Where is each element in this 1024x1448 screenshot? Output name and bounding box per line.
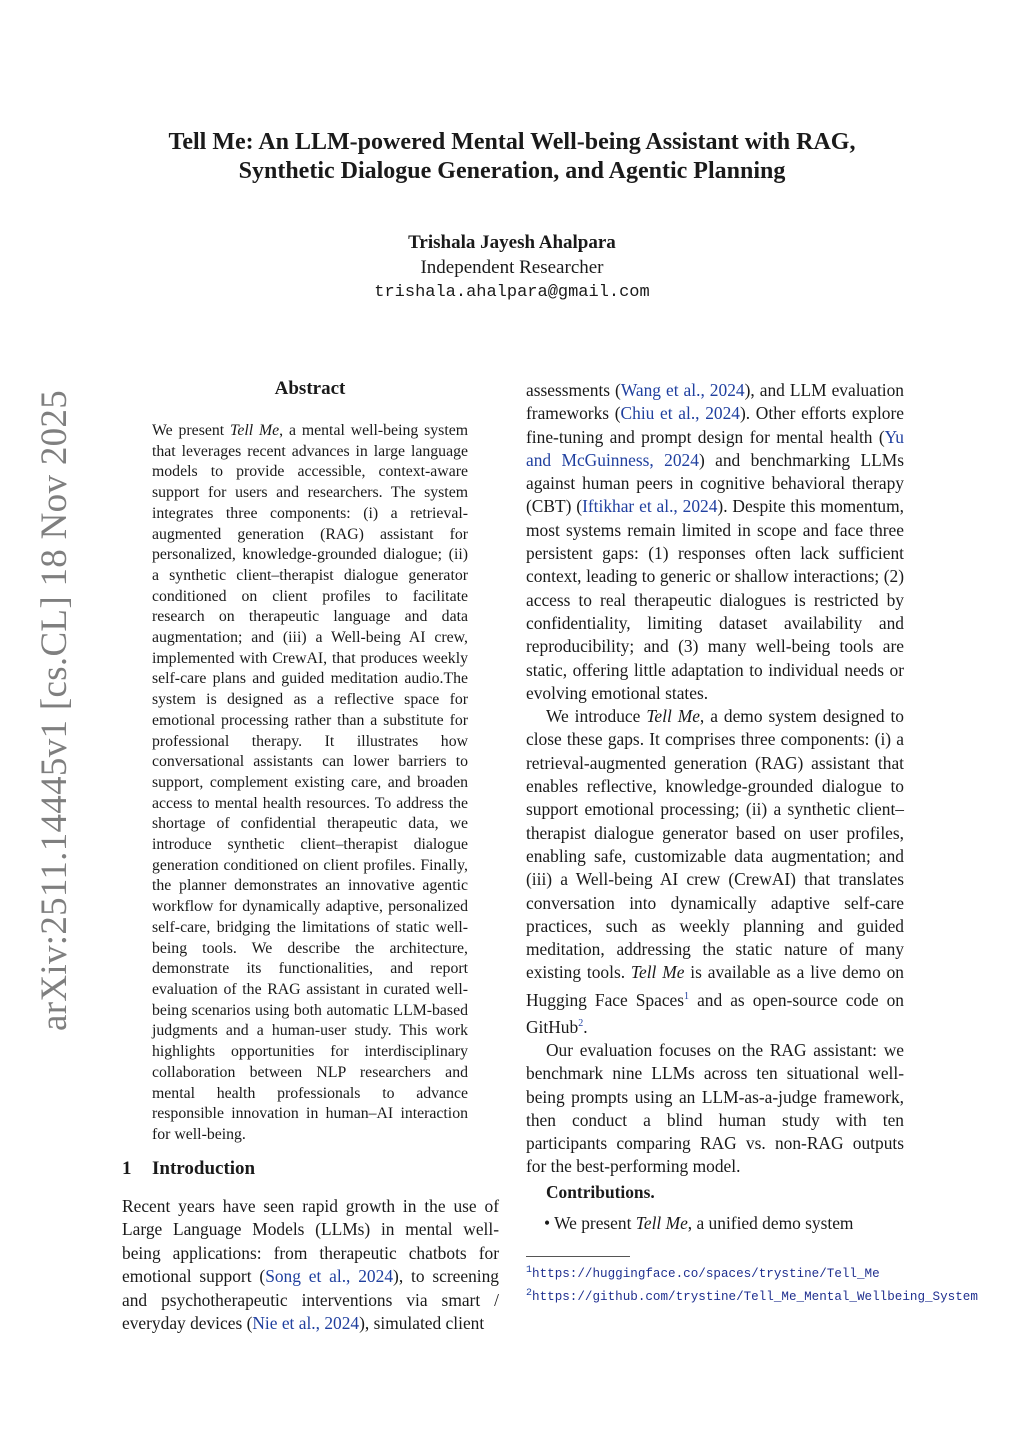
introduction-paragraph — [122, 1195, 499, 1335]
arxiv-identifier: arXiv:2511.14445v1 [cs.CL] 18 Nov 2025 — [34, 389, 75, 1031]
r2-text-c: is available as a live demo on Hugging Face Spaces — [526, 962, 904, 1010]
citation-yu[interactable]: Yu and McGuinness, 2024 — [526, 426, 904, 470]
footnote-mark-2: 2 — [526, 1288, 533, 1300]
r1-text-c: ). Other efforts explore fine-tuning and prompt design for mental health ( — [526, 403, 904, 447]
intro-text-a: Recent years have seen rapid growth in the use of Large Language Models (LLMs) in mental well-being applications: from therapeutic chatbots for emotional support ( — [122, 1196, 499, 1287]
r1-text-d: ) and benchmarking LLMs against human peers in cognitive behavioral therapy (CBT) ( — [526, 449, 904, 517]
footnotes — [526, 1262, 978, 1308]
footnote-2 — [526, 1285, 978, 1306]
bullet-system-name: Tell Me — [635, 1212, 688, 1233]
paper-title — [100, 128, 924, 186]
r1-text-b: ), and LLM evaluation frameworks ( — [526, 380, 904, 424]
right-paragraph-3: Our evaluation focuses on the RAG assistant: we benchmark nine LLMs across ten situational well-being prompts using an LLM-as-a-judge framework, then conduct a blind human study with ten participants comparing RAG vs. non-RAG outputs for the best-performing model. — [526, 1039, 904, 1177]
citation-song[interactable]: Song et al., 2024 — [265, 1266, 394, 1287]
author-affiliation: Independent Researcher — [420, 257, 604, 278]
bullet-text-a: • We present — [544, 1212, 636, 1233]
citation-wang[interactable]: Wang et al., 2024 — [620, 380, 745, 400]
citation-chiu[interactable]: Chiu et al., 2024 — [620, 403, 740, 424]
abstract-system-name: Tell Me — [230, 422, 280, 439]
footnote-1 — [526, 1262, 916, 1283]
section-title: Introduction — [152, 1158, 256, 1179]
r2-text-b: , a demo system designed to close these gaps. It comprises three components: (i) a retrieval-augmented generation (RAG) assistant that enables reflective, knowledge-grounded dialogue to support emotional processing; (ii) a synthetic client–therapist dialogue generator based on user profiles, enabling safe, customizable data augmentation; and (iii) a Well-being AI crew (CrewAI) that translates conversation into dynamically adaptive self-care practices, such as weekly planning and guided meditation, addressing the static nature of many existing tools. — [526, 706, 904, 983]
title-line-2: Synthetic Dialogue Generation, and Agentic Planning — [238, 158, 786, 184]
author-email[interactable]: trishala.ahalpara@gmail.com — [374, 283, 650, 302]
footnote-ref-2[interactable]: 2 — [578, 1017, 584, 1029]
citation-nie[interactable]: Nie et al., 2024 — [252, 1313, 360, 1334]
bullet-text-b: , a unified demo system — [687, 1212, 854, 1233]
intro-text-b: ), to screening and psychotherapeutic interventions via smart / everyday devices ( — [122, 1266, 499, 1334]
r2-text-a: We introduce — [546, 706, 647, 727]
right-column — [526, 379, 904, 1235]
r1-text-e: ). Despite this momentum, most systems remain limited in scope and face three persistent gaps: (1) responses often lack sufficient context, leading to generic or shallow interactions; (2) access to real therapeutic dialogues is restricted by confidentiality, limiting dataset availability and reproducibility; and (3) many well-being tools are static, offering little adaptation to individual needs or evolving emotional states. — [526, 496, 904, 703]
abstract-lead: We present — [152, 422, 230, 439]
footnote-mark-1: 1 — [526, 1265, 533, 1276]
citation-iftikhar[interactable]: Iftikhar et al., 2024 — [582, 496, 718, 517]
author-name: Trishala Jayesh Ahalpara — [408, 232, 616, 253]
section-heading-introduction — [122, 1158, 255, 1180]
r2-text-e: . — [583, 1016, 588, 1037]
footnote-ref-1[interactable]: 1 — [684, 990, 690, 1002]
title-line-1: Tell Me: An LLM-powered Mental Well-being Assistant with RAG, — [168, 129, 856, 155]
footnote-link-2[interactable]: https://github.com/trystine/Tell_Me_Mental_Wellbeing_System — [532, 1290, 978, 1305]
footnote-link-1[interactable]: https://huggingface.co/spaces/trystine/Tell_Me — [532, 1267, 880, 1282]
r2-system-name: Tell Me — [646, 706, 700, 727]
footnote-rule — [526, 1256, 630, 1257]
r1-text-a: assessments ( — [526, 380, 621, 400]
r2-system-name-2: Tell Me — [630, 962, 685, 983]
author-block — [0, 230, 1024, 305]
contribution-bullet — [526, 1212, 904, 1235]
right-paragraph-2 — [526, 705, 904, 1039]
intro-text-c: ), simulated client — [359, 1313, 485, 1334]
section-number: 1 — [122, 1158, 132, 1179]
right-paragraph-1 — [526, 379, 904, 705]
r2-text-d: and as open-source code on GitHub — [526, 989, 904, 1037]
contributions-heading: Contributions. — [546, 1181, 655, 1202]
abstract-body — [152, 421, 468, 1146]
abstract-text: , a mental well-being system that leverages recent advances in large language models to provide accessible, context-aware support for users and researchers. The system integrates three components: (i) a retrieval-augmented generation (RAG) assistant for personalized, knowledge-grounded dialogue; (ii) a synthetic client–therapist dialogue generator conditioned on client profiles to facilitate research on therapeutic language and data augmentation; and (iii) a Well-being AI crew, implemented with CrewAI, that produces weekly self-care plans and guided meditation audio.The system is designed as a reflective space for emotional processing rather than a substitute for professional therapy. It illustrates how conversational assistants can lower barriers to support, complement existing care, and broaden access to mental health resources. To address the shortage of confidential therapeutic data, we introduce synthetic client–therapist dialogue generation conditioned on client profiles. Finally, the planner demonstrates an innovative agentic workflow for dynamically adaptive, personalized self-care, bridging the limitations of static well-being tools. We describe the architecture, demonstrate its functionalities, and report evaluation of the RAG assistant in curated well-being scenarios using both automatic LLM-based judgments and a human-user study. This work highlights opportunities for interdisciplinary collaboration between NLP researchers and mental health professionals to advance responsible innovation in human–AI interaction for well-being. — [152, 422, 469, 1143]
abstract-heading: Abstract — [274, 378, 346, 399]
